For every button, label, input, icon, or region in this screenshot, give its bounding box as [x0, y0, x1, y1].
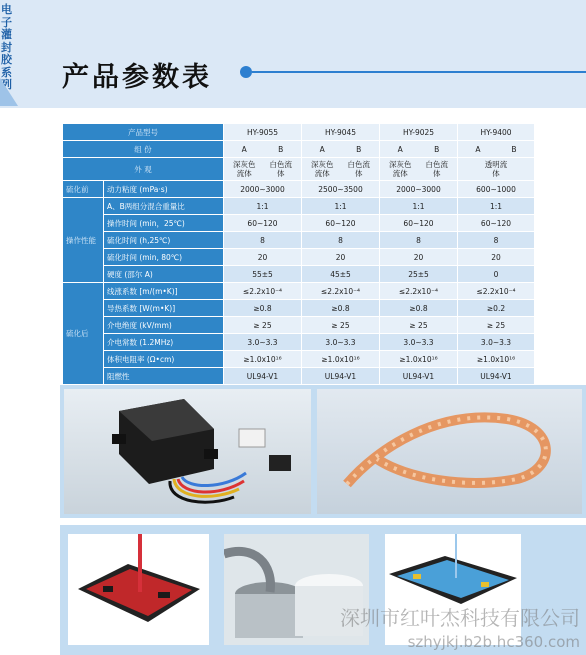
appearance-cell: 深灰色流体 白色流体: [302, 158, 380, 181]
value-cell: ≥0.8: [302, 300, 380, 317]
value-cell: 8: [302, 232, 380, 249]
value-cell: ≥0.2: [458, 300, 535, 317]
model-header-label: 产品型号: [63, 124, 224, 141]
value-cell: 45±5: [302, 266, 380, 283]
value-cell: ≤2.2x10⁻⁴: [302, 283, 380, 300]
value-cell: 60~120: [458, 215, 535, 232]
value-cell: 55±5: [224, 266, 302, 283]
value-cell: 60~120: [302, 215, 380, 232]
value-cell: 2500~3500: [302, 181, 380, 198]
table-row: [63, 368, 535, 385]
table-row: [63, 283, 535, 300]
group-label-operation: 操作性能: [63, 198, 104, 283]
table-row: [63, 215, 535, 232]
page-fold-decoration: [0, 78, 18, 106]
value-cell: 3.0~3.3: [224, 334, 302, 351]
value-cell: 2000~3000: [224, 181, 302, 198]
pcb-potting-photo: [68, 534, 209, 645]
value-cell: UL94-V1: [380, 368, 458, 385]
value-cell: UL94-V1: [458, 368, 535, 385]
value-cell: ≥ 25: [302, 317, 380, 334]
table-row: [63, 249, 535, 266]
value-cell: ≥ 25: [380, 317, 458, 334]
value-cell: 20: [224, 249, 302, 266]
led-strip-photo: [317, 389, 582, 514]
component-cell: A B: [458, 141, 535, 158]
table-row: [63, 181, 535, 198]
table-row: [63, 300, 535, 317]
value-cell: 1:1: [224, 198, 302, 215]
value-cell: UL94-V1: [302, 368, 380, 385]
appearance-cell: 深灰色流体 白色流体: [380, 158, 458, 181]
model-cell: HY-9045: [302, 124, 380, 141]
value-cell: 0: [458, 266, 535, 283]
group-label-after-cure: 硫化后: [63, 283, 104, 385]
value-cell: 25±5: [380, 266, 458, 283]
value-cell: 1:1: [458, 198, 535, 215]
value-cell: 8: [380, 232, 458, 249]
value-cell: 2000~3000: [380, 181, 458, 198]
value-cell: ≥1.0x10¹⁶: [302, 351, 380, 368]
value-cell: ≥1.0x10¹⁶: [224, 351, 302, 368]
row-label: 硬度 (邵尔 A): [104, 266, 224, 283]
component-cell: A B: [224, 141, 302, 158]
sidebar-label: 电子灌封胶系列: [1, 3, 12, 91]
table-row: [63, 266, 535, 283]
value-cell: 3.0~3.3: [302, 334, 380, 351]
watermark: [340, 606, 580, 654]
appearance-row: [63, 158, 535, 181]
value-cell: ≥1.0x10¹⁶: [380, 351, 458, 368]
table-row: [63, 198, 535, 215]
model-cell: HY-9055: [224, 124, 302, 141]
component-cell: A B: [380, 141, 458, 158]
model-cell: HY-9025: [380, 124, 458, 141]
component-cell: A B: [302, 141, 380, 158]
row-label: 介电绝度 (kV/mm): [104, 317, 224, 334]
row-label: 动力粘度 (mPa·s): [104, 181, 224, 198]
value-cell: 8: [224, 232, 302, 249]
value-cell: ≥0.8: [380, 300, 458, 317]
title-rule: [252, 71, 586, 73]
value-cell: UL94-V1: [224, 368, 302, 385]
value-cell: 60~120: [380, 215, 458, 232]
row-label: 介电常数 (1.2MHz): [104, 334, 224, 351]
value-cell: ≤2.2x10⁻⁴: [380, 283, 458, 300]
value-cell: 600~1000: [458, 181, 535, 198]
row-label: A、B两组分混合重量比: [104, 198, 224, 215]
title-bullet-icon: [240, 66, 252, 78]
potted-module-photo: [64, 389, 311, 514]
photo-panel-top: [60, 385, 586, 518]
component-label: 组 份: [63, 141, 224, 158]
value-cell: ≤2.2x10⁻⁴: [458, 283, 535, 300]
row-label: 硫化时间 (min, 80℃): [104, 249, 224, 266]
row-label: 导热系数 [W(m•K)]: [104, 300, 224, 317]
appearance-cell: 深灰色流体 白色流体: [224, 158, 302, 181]
value-cell: 8: [458, 232, 535, 249]
component-row: [63, 141, 535, 158]
appearance-label: 外 观: [63, 158, 224, 181]
row-label: 阻燃性: [104, 368, 224, 385]
row-label: 体积电阻率 (Ω•cm): [104, 351, 224, 368]
spec-table: [62, 123, 535, 385]
table-row: [63, 232, 535, 249]
value-cell: 20: [302, 249, 380, 266]
row-label: 线涨系数 [m/(m•K)]: [104, 283, 224, 300]
value-cell: 3.0~3.3: [380, 334, 458, 351]
appearance-cell: 透明流体: [458, 158, 535, 181]
table-row: [63, 317, 535, 334]
row-label: 硫化时间 (h,25℃): [104, 232, 224, 249]
value-cell: 1:1: [302, 198, 380, 215]
value-cell: 3.0~3.3: [458, 334, 535, 351]
value-cell: 20: [380, 249, 458, 266]
table-header-row: [63, 124, 535, 141]
value-cell: ≥ 25: [458, 317, 535, 334]
value-cell: 1:1: [380, 198, 458, 215]
table-row: [63, 351, 535, 368]
watermark-url: szhyjkj.b2b.hc360.com: [407, 633, 580, 651]
value-cell: 60~120: [224, 215, 302, 232]
value-cell: ≥0.8: [224, 300, 302, 317]
value-cell: ≥ 25: [224, 317, 302, 334]
page-title: 产品参数表: [62, 62, 212, 93]
watermark-company: 深圳市红叶杰科技有限公司: [340, 606, 580, 630]
value-cell: ≤2.2x10⁻⁴: [224, 283, 302, 300]
value-cell: ≥1.0x10¹⁶: [458, 351, 535, 368]
value-cell: 20: [458, 249, 535, 266]
row-label: 操作时间 (min，25℃): [104, 215, 224, 232]
model-cell: HY-9400: [458, 124, 535, 141]
table-row: [63, 334, 535, 351]
group-label-before-cure: 硫化前: [63, 181, 104, 198]
